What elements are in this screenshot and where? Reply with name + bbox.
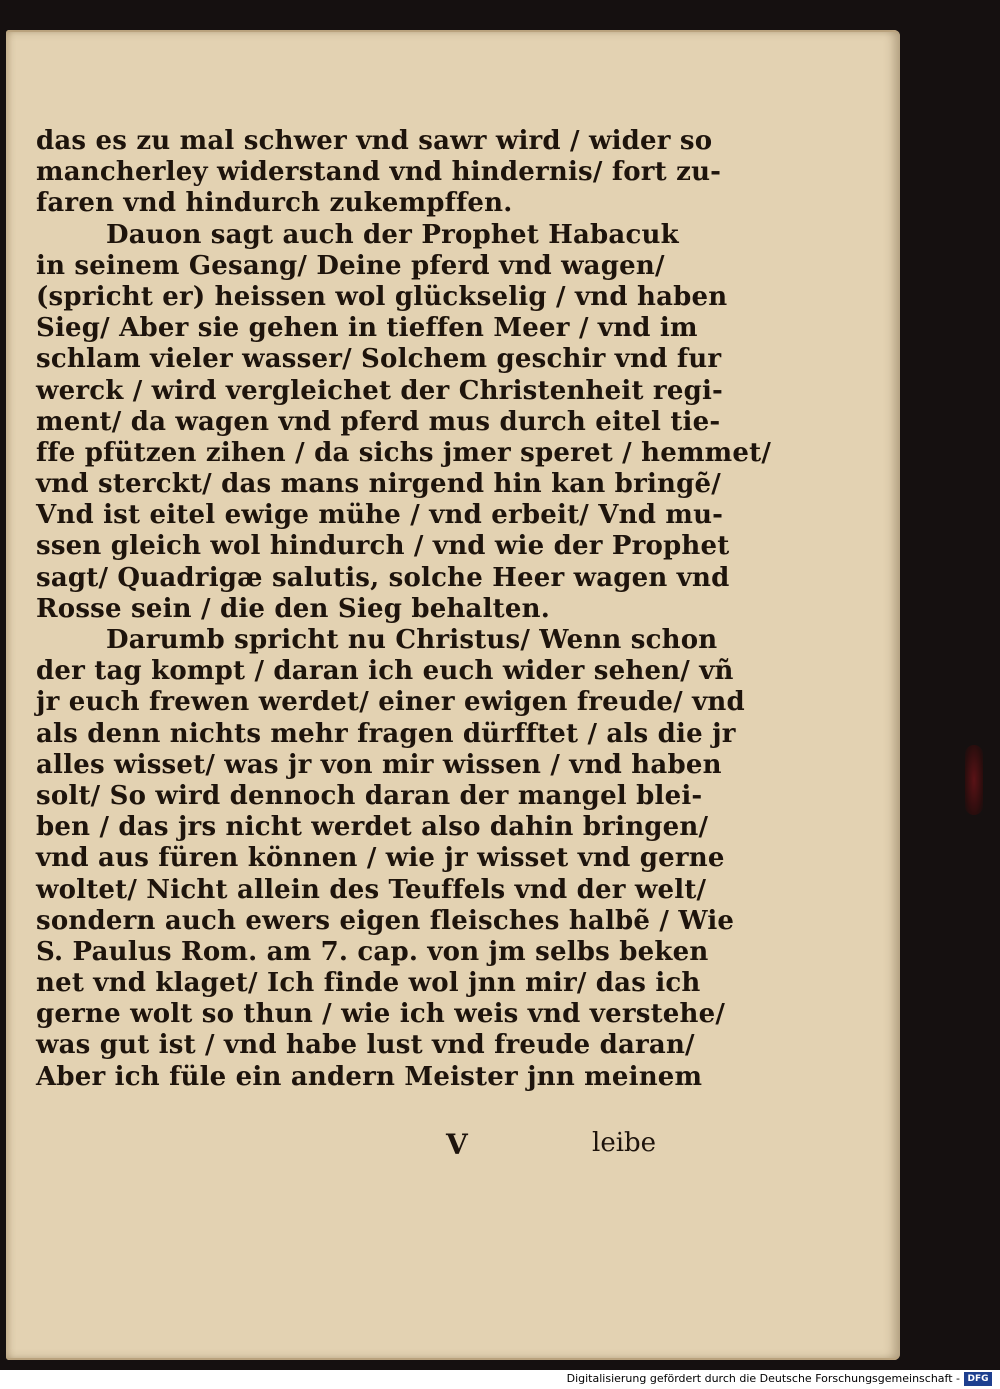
text-line: schlam vieler wasser/ Solchem geschir vnd fur (36, 344, 722, 375)
text-line: mancherley widerstand vnd hindernis/ fort zu- (36, 157, 722, 188)
text-line: woltet/ Nicht allein des Teuffels vnd der welt/ (36, 874, 707, 905)
page-foot (36, 1128, 676, 1164)
text-line: ssen gleich wol hindurch / vnd wie der Prophet (36, 531, 730, 562)
book-page (6, 30, 900, 1360)
text-line: werck / wird vergleichet der Christenheit regi- (36, 375, 724, 406)
text-line: solt/ So wird dennoch daran der mangel blei- (36, 780, 703, 811)
text-line: das es zu mal schwer vnd sawr wird / wider so (36, 126, 713, 156)
text-line: jr euch frewen werdet/ einer ewigen freude/ vnd (36, 687, 745, 718)
text-line: vnd aus füren können / wie jr wisset vnd gerne (36, 843, 725, 874)
catchword: leibe (592, 1128, 657, 1158)
text-line: als denn nichts mehr fragen dürfftet / als die jr (36, 718, 736, 749)
text-line: ffe pfützen zihen / da sichs jmer speret / hemmet/ (36, 437, 772, 468)
text-line: Vnd ist eitel ewige mühe / vnd erbeit/ Vnd mu- (36, 500, 724, 531)
text-line: vnd sterckt/ das mans nirgend hin kan bringẽ/ (36, 469, 721, 500)
text-line: gerne wolt so thun / wie ich weis vnd verstehe/ (36, 999, 726, 1030)
text-line: sondern auch ewers eigen fleisches halbẽ / Wie (36, 905, 735, 936)
text-line: faren vnd hindurch zukempffen. (36, 188, 513, 219)
text-line: ben / das jrs nicht werdet also dahin bringen/ (36, 812, 709, 843)
text-line: Darumb spricht nu Christus/ Wenn schon (106, 625, 718, 655)
text-line: in seinem Gesang/ Deine pferd vnd wagen/ (36, 250, 665, 281)
text-line: was gut ist / vnd habe lust vnd freude daran/ (36, 1030, 695, 1061)
dfg-logo-icon: DFG (964, 1372, 992, 1386)
text-line: der tag kompt / daran ich euch wider sehen/ vñ (36, 656, 734, 687)
text-line: net vnd klaget/ Ich finde wol jnn mir/ das ich (36, 968, 701, 999)
text-line: S. Paulus Rom. am 7. cap. von jm selbs beken (36, 936, 709, 967)
text-line: Sieg/ Aber sie gehen in tieffen Meer / vnd im (36, 313, 698, 344)
text-line: sagt/ Quadrigæ salutis, solche Heer wagen vnd (36, 562, 730, 593)
red-mark (965, 745, 983, 815)
text-line: (spricht er) heissen wol glückselig / vnd haben (36, 281, 728, 312)
text-line: Rosse sein / die den Sieg behalten. (36, 593, 550, 624)
text-line: alles wisset/ was jr von mir wissen / vnd haben (36, 749, 722, 780)
signature-mark: V (446, 1128, 468, 1161)
footer-credit: Digitalisierung gefördert durch die Deutsche Forschungsgemeinschaft - (566, 1372, 960, 1385)
text-line: ment/ da wagen vnd pferd mus durch eitel tie- (36, 406, 721, 437)
text-line: Dauon sagt auch der Prophet Habacuk (106, 219, 679, 250)
text-line: Aber ich füle ein andern Meister jnn meinem (36, 1061, 703, 1092)
text-block (36, 126, 772, 1093)
